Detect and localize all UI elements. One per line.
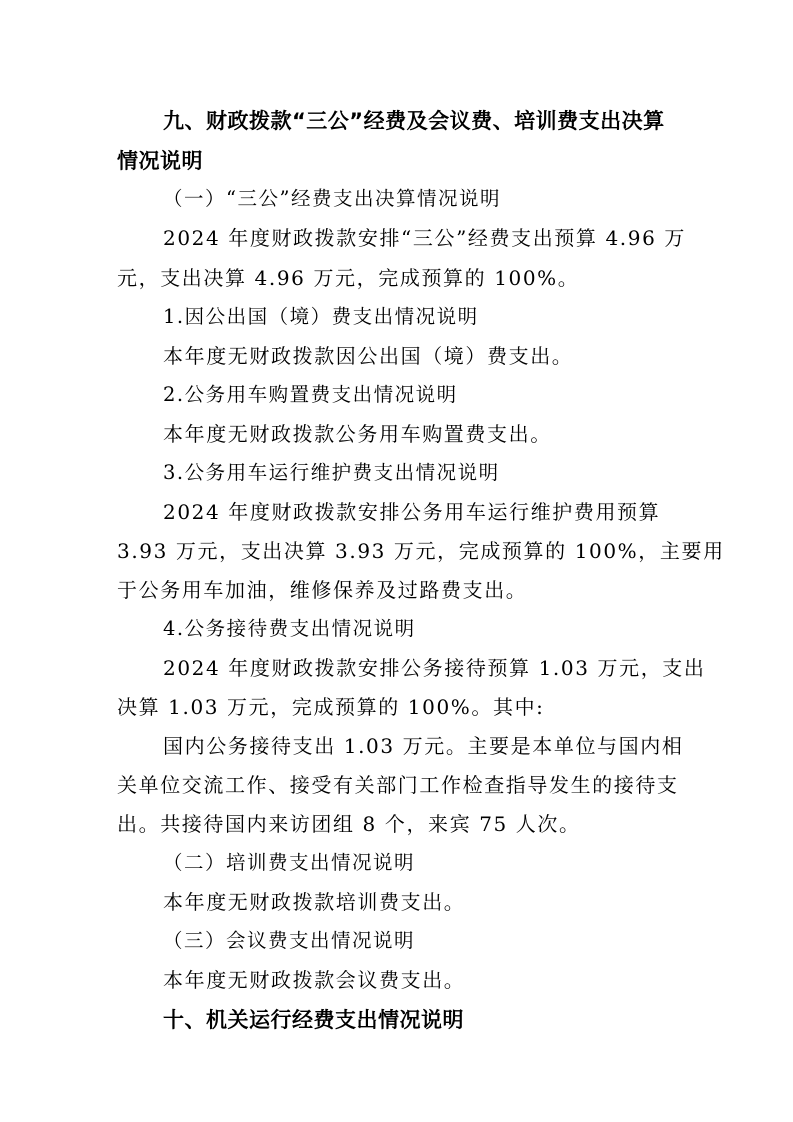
item-4-line-3: 国内公务接待支出 1.03 万元。主要是本单位与国内相 xyxy=(163,734,684,758)
section-heading-9: 九、财政拨款“三公”经费及会议费、培训费支出决算 xyxy=(163,109,665,133)
subheading-3-text: 本年度无财政拨款会议费支出。 xyxy=(163,968,466,992)
item-1-text: 本年度无财政拨款因公出国（境）费支出。 xyxy=(163,344,574,368)
item-4-line-2: 决算 1.03 万元，完成预算的 100%。其中: xyxy=(117,695,545,719)
item-heading-3: 3.公务用车运行维护费支出情况说明 xyxy=(163,461,500,484)
item-4-line-4: 关单位交流工作、接受有关部门工作检查指导发生的接待支 xyxy=(117,773,679,797)
item-3-line-3: 于公务用车加油，维修保养及过路费支出。 xyxy=(117,578,528,602)
subheading-2: （二）培训费支出情况说明 xyxy=(163,851,416,874)
item-3-line-1: 2024 年度财政拨款安排公务用车运行维护费用预算 xyxy=(163,500,661,524)
subheading-3: （三）会议费支出情况说明 xyxy=(163,929,416,952)
item-3-line-2: 3.93 万元，支出决算 3.93 万元，完成预算的 100%，主要用 xyxy=(117,539,725,563)
item-heading-1: 1.因公出国（境）费支出情况说明 xyxy=(163,305,479,328)
item-heading-2: 2.公务用车购置费支出情况说明 xyxy=(163,383,458,406)
subheading-2-text: 本年度无财政拨款培训费支出。 xyxy=(163,890,466,914)
paragraph-1-line-2: 元，支出决算 4.96 万元，完成预算的 100%。 xyxy=(117,266,580,290)
item-4-line-1: 2024 年度财政拨款安排公务接待预算 1.03 万元，支出 xyxy=(163,656,706,680)
paragraph-1-line-1: 2024 年度财政拨款安排“三公”经费支出预算 4.96 万 xyxy=(163,226,686,250)
section-heading-9-cont: 情况说明 xyxy=(117,149,203,173)
item-4-line-5: 出。共接待国内来访团组 8 个，来宾 75 人次。 xyxy=(117,812,581,836)
section-heading-10: 十、机关运行经费支出情况说明 xyxy=(163,1008,464,1032)
item-2-text: 本年度无财政拨款公务用车购置费支出。 xyxy=(163,422,552,446)
item-heading-4: 4.公务接待费支出情况说明 xyxy=(163,617,416,640)
subheading-1: （一）“三公”经费支出决算情况说明 xyxy=(163,187,501,210)
